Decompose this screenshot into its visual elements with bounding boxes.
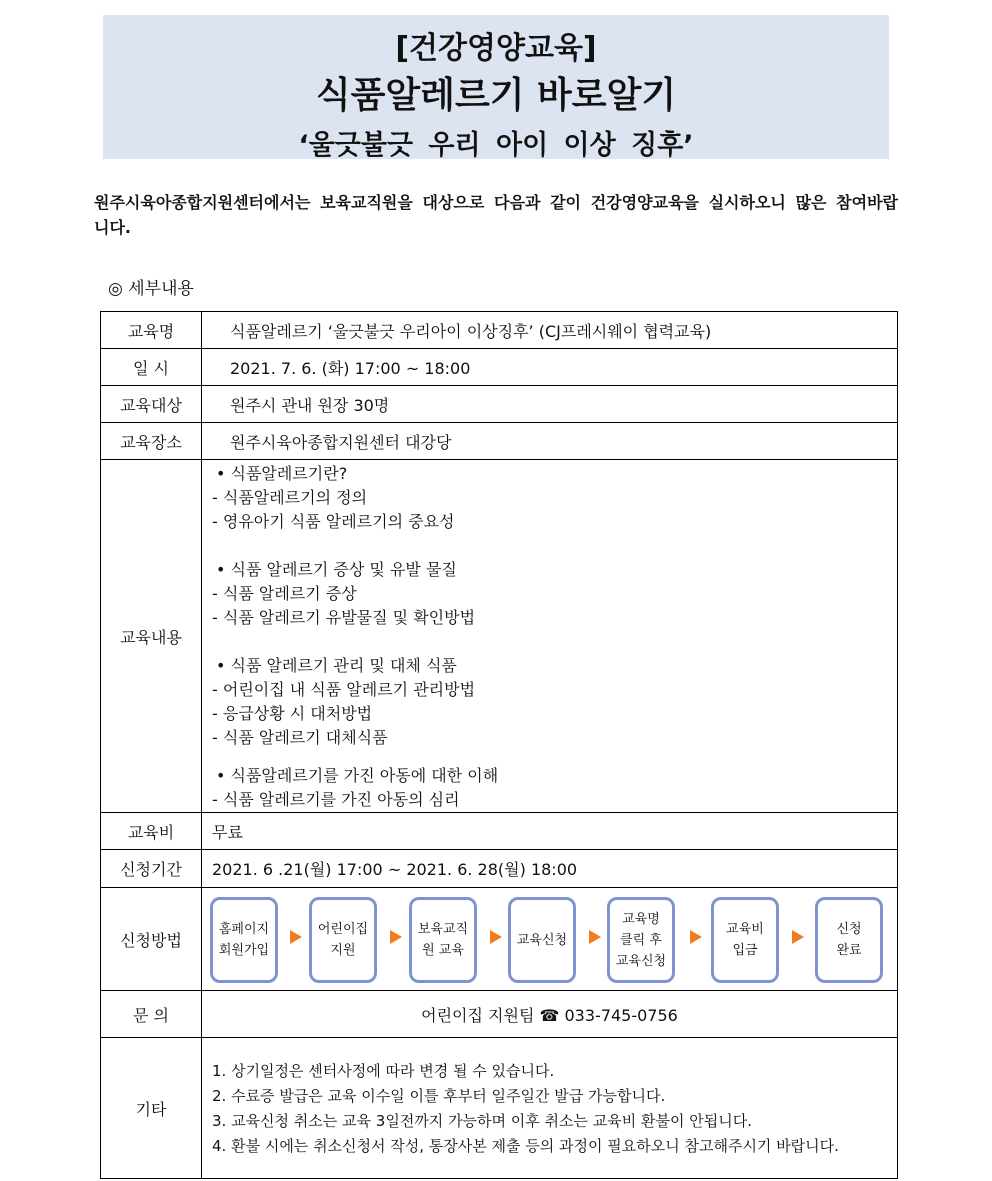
section-title: ◎ 세부내용 — [108, 279, 194, 299]
intro-paragraph: 원주시육아종합지원센터에서는 보육교직원을 대상으로 다음과 같이 건강영양교육을 실시하오니 많은 참여바랍니다. — [94, 193, 898, 237]
row-value: 식품알레르기 ‘울긋불긋 우리아이 이상징후’ (CJ프레시웨이 협력교육) — [202, 312, 898, 349]
row-place — [101, 423, 898, 460]
list-item: • 식품 알레르기 관리 및 대체 식품 — [216, 656, 457, 675]
row-method — [101, 888, 898, 991]
row-content — [101, 460, 898, 813]
arrow-right-icon — [490, 930, 502, 944]
banner-title: 식품알레르기 바로알기 — [315, 75, 677, 116]
list-item: - 식품알레르기의 정의 — [212, 488, 368, 507]
arrow-right-icon — [290, 930, 302, 944]
row-label: 기타 — [101, 1038, 202, 1179]
arrow-right-icon — [589, 930, 601, 944]
list-item: - 어린이집 내 식품 알레르기 관리방법 — [212, 680, 476, 699]
row-value: 2021. 6 .21(월) 17:00 ~ 2021. 6. 28(월) 18:00 — [202, 850, 898, 888]
row-period — [101, 850, 898, 888]
list-item: • 식품 알레르기 증상 및 유발 물질 — [216, 560, 457, 579]
list-item: - 식품 알레르기 대체식품 — [212, 728, 388, 747]
list-item: - 식품 알레르기 증상 — [212, 584, 357, 603]
row-value — [202, 460, 898, 813]
row-label: 교육내용 — [101, 460, 202, 813]
list-item: 3. 교육신청 취소는 교육 3일전까지 가능하며 이후 취소는 교육비 환불이 안됩니다. — [212, 1112, 752, 1130]
list-item: - 영유아기 식품 알레르기의 중요성 — [212, 512, 455, 531]
content-list — [202, 460, 897, 812]
row-value: 2021. 7. 6. (화) 17:00 ~ 18:00 — [202, 349, 898, 386]
row-label: 교육명 — [101, 312, 202, 349]
row-value: 무료 — [202, 813, 898, 850]
row-label: 신청기간 — [101, 850, 202, 888]
row-value: 원주시 관내 원장 30명 — [202, 386, 898, 423]
flow-step: 신청 완료 — [815, 897, 883, 983]
row-value: 원주시육아종합지원센터 대강당 — [202, 423, 898, 460]
banner-subtitle: ‘울긋불긋 우리 아이 이상 징후’ — [298, 130, 694, 161]
row-contact — [101, 991, 898, 1038]
row-etc — [101, 1038, 898, 1179]
arrow-right-icon — [792, 930, 804, 944]
list-item: • 식품알레르기란? — [216, 464, 348, 483]
flow-step: 교육비 입금 — [711, 897, 779, 983]
list-item: - 식품 알레르기 유발물질 및 확인방법 — [212, 608, 476, 627]
application-flow — [202, 889, 897, 989]
row-label: 일 시 — [101, 349, 202, 386]
list-item: 2. 수료증 발급은 교육 이수일 이틀 후부터 일주일간 발급 가능합니다. — [212, 1087, 666, 1105]
banner-category: [건강영양교육] — [395, 31, 597, 66]
row-target — [101, 386, 898, 423]
row-value — [202, 1038, 898, 1179]
row-title — [101, 312, 898, 349]
list-item: 1. 상기일정은 센터사정에 따라 변경 될 수 있습니다. — [212, 1062, 555, 1080]
details-table — [100, 311, 898, 1179]
flow-step: 홈페이지 회원가입 — [210, 897, 278, 983]
list-item: 4. 환불 시에는 취소신청서 작성, 통장사본 제출 등의 과정이 필요하오니 참고해주시기 바랍니다. — [212, 1137, 839, 1155]
row-label: 교육비 — [101, 813, 202, 850]
flow-step: 교육신청 — [508, 897, 576, 983]
row-label: 문 의 — [101, 991, 202, 1038]
arrow-right-icon — [690, 930, 702, 944]
arrow-right-icon — [390, 930, 402, 944]
row-value: 어린이집 지원팀 ☎ 033-745-0756 — [202, 991, 898, 1038]
flow-step: 어린이집 지원 — [309, 897, 377, 983]
row-date — [101, 349, 898, 386]
list-item: - 식품 알레르기를 가진 아동의 심리 — [212, 790, 460, 809]
row-fee — [101, 813, 898, 850]
notes-list — [202, 1051, 897, 1165]
row-label: 교육대상 — [101, 386, 202, 423]
row-label: 신청방법 — [101, 888, 202, 991]
list-item: • 식품알레르기를 가진 아동에 대한 이해 — [216, 766, 499, 785]
list-item: - 응급상황 시 대처방법 — [212, 704, 373, 723]
flow-step: 교육명 클릭 후 교육신청 — [607, 897, 675, 983]
row-label: 교육장소 — [101, 423, 202, 460]
title-banner — [103, 15, 889, 159]
row-value — [202, 888, 898, 991]
flow-step: 보육교직 원 교육 — [409, 897, 477, 983]
